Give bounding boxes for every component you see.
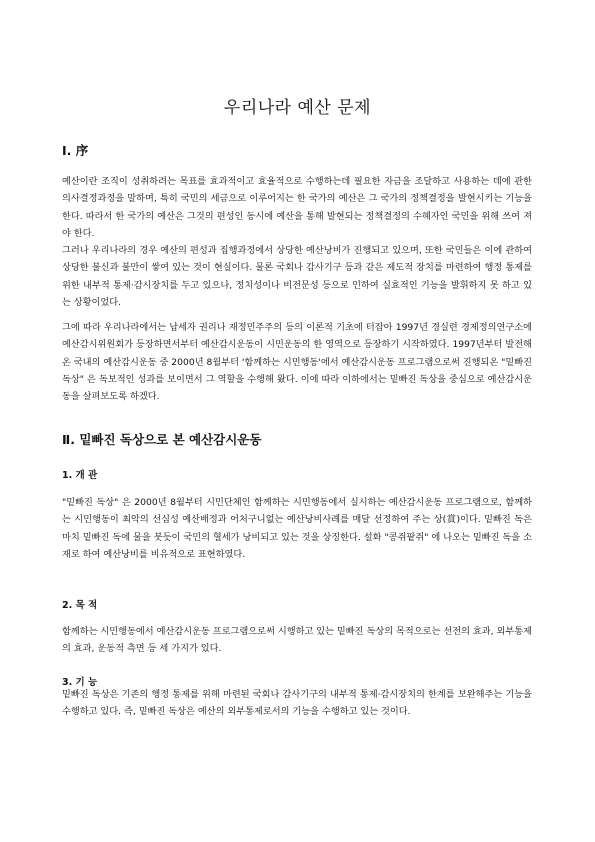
subsection-function-paragraph: 밑빠진 독상은 기존의 행정 통제를 위해 마련된 국회나 감사기구의 내부적 통제·감시장치의 한계를 보완해주는 기능을 수행하고 있다. 즉, 밑빠진 독상은 예산의 외부통제로서의 기능을 수행하고 있는 것이다. (62, 689, 532, 718)
section-2-heading: Ⅱ. 밑빠진 독상으로 본 예산감시운동 (62, 432, 262, 447)
subsection-purpose-heading: 2. 목 적 (62, 600, 98, 611)
section-1-paragraph-1: 예산이란 조직이 성취하려는 목표를 효과적이고 효율적으로 수행하는데 필요한 자금을 조달하고 사용하는 데에 관한 의사결정과정을 말하며, 특히 국민의 세금으로 이루어지는 한 국가의 예산은 그 국가의 정책결정을 발현시키는 기능을 한다. 따라서 한 국가의 예산은 그것의 편성인 동시에 예산을 통해 발현되는 정책결정의 수혜자인 국민을 위해 쓰여 져야 한다. (62, 176, 532, 239)
document-title: 우리나라 예산 문제 (223, 98, 372, 118)
subsection-overview-paragraph: "밑빠진 독상" 은 2000년 8월부터 시민단체인 함께하는 시민행동에서 실시하는 예산감시운동 프로그램으로, 함께하는 시민행동이 최악의 선심성 예산배정과 어처구니없는 예산낭비사례를 매달 선정하여 주는 상(賞)이다. 밑빠진 독은 마치 밑빠진 독에 물을 붓듯이 국민의 혈세가 낭비되고 있는 것을 상징한다. 설화 "콩쥐팥쥐" 에 나오는 밑빠진 독을 소재로 하여 예산낭비를 비유적으로 표현하였다. (62, 497, 532, 560)
subsection-overview-heading: 1. 개 관 (62, 470, 98, 481)
subsection-purpose-paragraph: 함께하는 시민행동에서 예산감시운동 프로그램으로써 시행하고 있는 밑빠진 독상의 목적으로는 선전의 효과, 외부통제의 효과, 운동적 측면 등 세 가지가 있다. (62, 626, 532, 655)
section-1-paragraph-2: 그러나 우리나라의 경우 예산의 편성과 집행과정에서 상당한 예산낭비가 진행되고 있으며, 또한 국민들은 이에 관하여 상당한 불신과 불만이 쌓여 있는 것이 현실이다. 물론 국회나 감사기구 등과 같은 제도적 장치를 마련하여 행정 통제를 위한 내부적 통제·감시장치를 두고 있으나, 정치성이나 비전문성 등으로 인하여 실효적인 기능을 발휘하지 못 하고 있는 상황이었다. (62, 245, 532, 308)
section-1-heading: Ⅰ. 序 (62, 143, 89, 158)
section-1-paragraph-3: 그에 따라 우리나라에서는 납세자 권리나 재정민주주의 등의 이론적 기초에 터잡아 1997년 경실련 경제정의연구소에 예산감시위원회가 등장하면서부터 예산감시운동이 시민운동의 한 영역으로 등장하기 시작하였다. 1997년부터 발전해온 국내의 예산감시운동 중 2000년 8월부터 '함께하는 시민행동'에서 예산감시운동 프로그램으로써 진행되온 "밑빠진 독상" 은 독보적인 성과를 보이면서 그 역할을 수행해 왔다. 이에 따라 이하에서는 밑빠진 독상을 중심으로 예산감시운동을 살펴보도록 하겠다. (62, 322, 533, 403)
subsection-function-heading: 3. 기 능 (62, 677, 98, 688)
